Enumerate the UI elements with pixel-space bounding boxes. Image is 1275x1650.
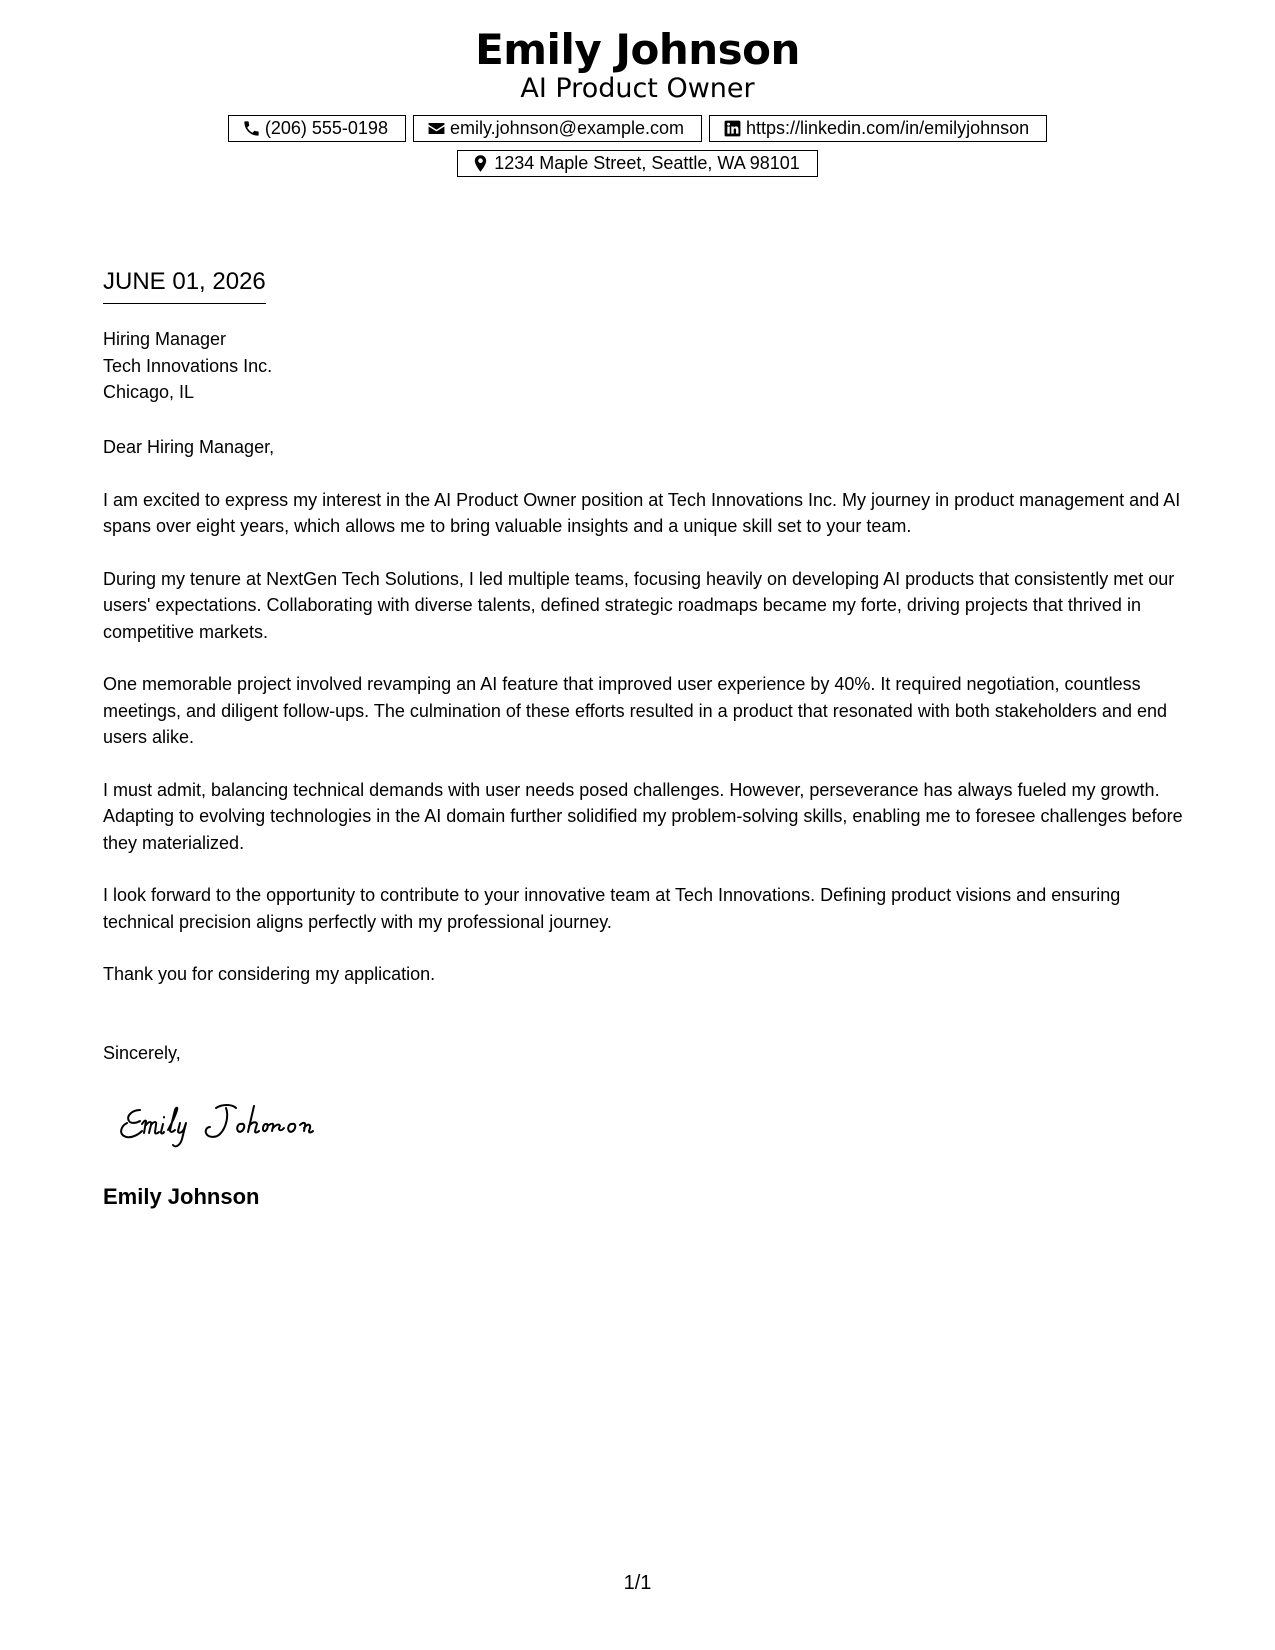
linkedin-text: https://linkedin.com/in/emilyjohnson — [746, 118, 1030, 138]
envelope-icon — [427, 119, 446, 138]
contact-row — [0, 115, 1275, 142]
email-contact[interactable] — [413, 115, 702, 142]
address-contact[interactable] — [457, 150, 818, 177]
thank-you-line: Thank you for considering my application. — [103, 964, 436, 984]
body-paragraph: One memorable project involved revamping an AI feature that improved user experience by 40%. It required negotiation, countless meetings, and diligent follow-ups. The culmination of these efforts resulted in a product that resonated with both stakeholders and end users alike. — [103, 674, 1167, 747]
phone-text: (206) 555-0198 — [264, 118, 388, 138]
body-paragraph: I must admit, balancing technical demands with user needs posed challenges. However, perseverance has always fueled my growth. Adapting to evolving technologies in the AI domain further solidified my problem-solving skills, enabling me to foresee challenges before they materialized. — [103, 779, 1183, 853]
address-row — [0, 150, 1275, 177]
linkedin-contact[interactable] — [709, 115, 1047, 142]
letter-body — [103, 434, 1183, 1014]
letter-date: JUNE 01, 2026 — [103, 266, 266, 304]
phone-icon — [242, 119, 261, 138]
salutation: Dear Hiring Manager, — [103, 437, 275, 457]
address-text: 1234 Maple Street, Seattle, WA 98101 — [494, 153, 800, 173]
recipient-name: Hiring Manager — [103, 329, 227, 349]
body-paragraph: I am excited to express my interest in the AI Product Owner position at Tech Innovations Inc. My journey in product management and AI spans over eight years, which allows me to bring valuable insights and a unique skill set to your team. — [103, 489, 1181, 536]
linkedin-icon — [723, 119, 742, 138]
signer-name: Emily Johnson — [103, 1184, 260, 1209]
body-paragraph: I look forward to the opportunity to contribute to your innovative team at Tech Innovations. Defining product visions and ensuring technical precision aligns perfectly with my professional journey. — [103, 885, 1121, 932]
closing-line: Sincerely, — [103, 1043, 181, 1063]
letter-header — [0, 24, 1275, 177]
applicant-title: AI Product Owner — [520, 73, 755, 104]
map-pin-icon — [471, 154, 490, 173]
recipient-company: Tech Innovations Inc. — [103, 355, 273, 376]
applicant-name: Emily Johnson — [475, 25, 800, 74]
email-text: emily.johnson@example.com — [449, 118, 684, 138]
signature — [118, 1092, 358, 1152]
body-paragraph: During my tenure at NextGen Tech Solutions, I led multiple teams, focusing heavily on developing AI products that consistently met our users' expectations. Collaborating with diverse talents, defined strategic roadmaps became my forte, driving projects that thrived in competitive markets. — [103, 568, 1175, 642]
recipient-block — [103, 326, 272, 406]
phone-contact[interactable] — [228, 115, 406, 142]
recipient-location: Chicago, IL — [103, 382, 195, 402]
page-number: 1/1 — [623, 1572, 652, 1594]
